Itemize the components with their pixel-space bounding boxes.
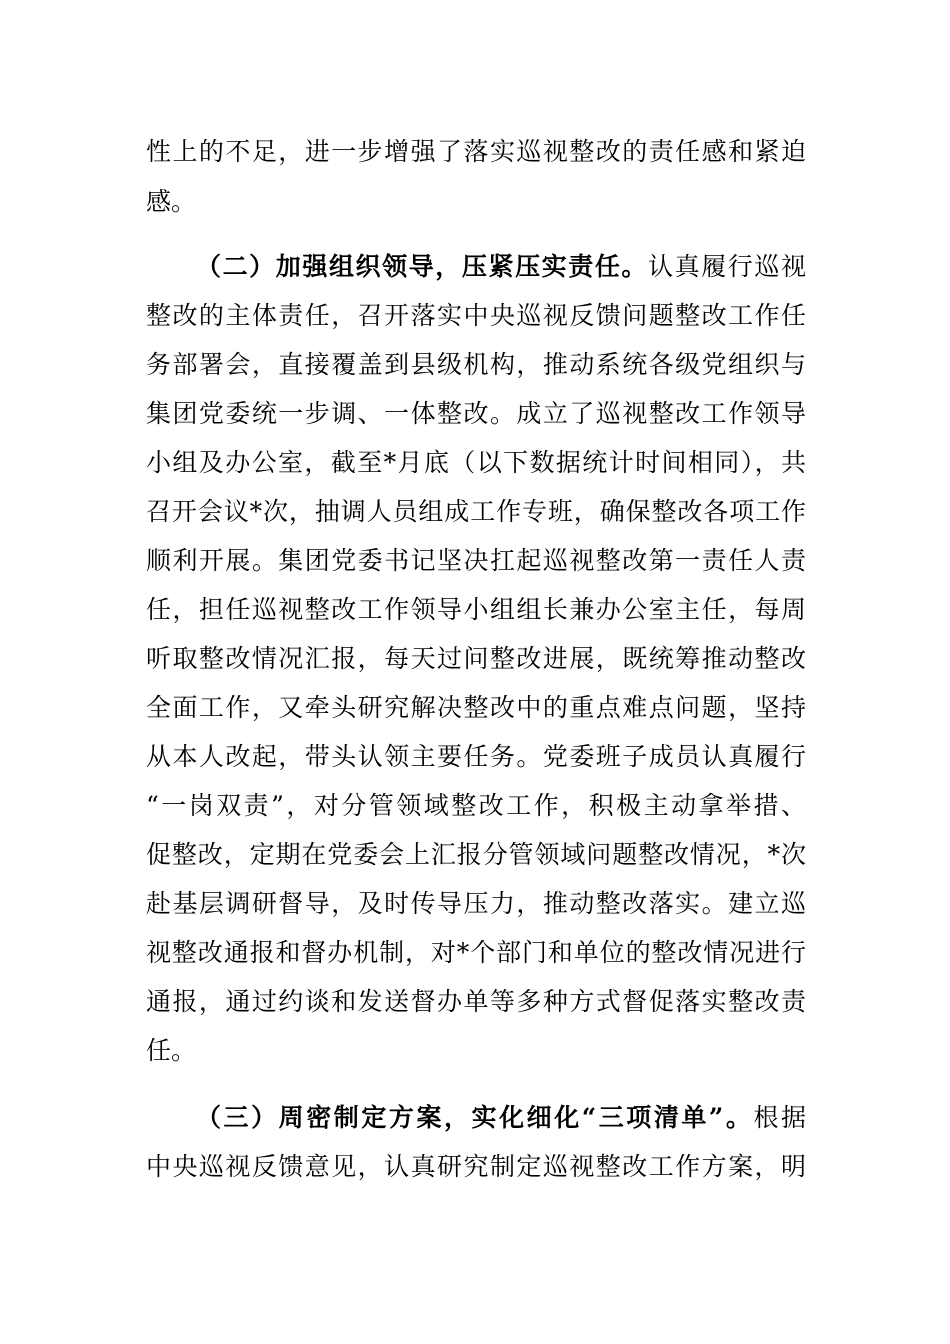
paragraph-2-line: 小组及办公室，截至*月底（以下数据统计时间相同），共: [146, 448, 806, 477]
paragraph-1-line-1: 性上的不足，进一步增强了落实巡视整改的责任感和紧迫: [146, 137, 806, 166]
paragraph-2-line: 听取整改情况汇报，每天过问整改进展，既统筹推动整改: [146, 644, 806, 673]
paragraph-3-line: 中央巡视反馈意见，认真研究制定巡视整改工作方案，明: [146, 1152, 806, 1181]
section-heading-2: （二）加强组织领导，压紧压实责任。: [196, 252, 649, 281]
paragraph-3-first-line-rest: 根据: [753, 1103, 806, 1132]
paragraph-2-first-line-rest: 认真履行巡视: [648, 252, 806, 281]
paragraph-2-line: 赴基层调研督导，及时传导压力，推动整改落实。建立巡: [146, 889, 806, 918]
paragraph-2-line: 召开会议*次，抽调人员组成工作专班，确保整改各项工作: [146, 497, 806, 526]
paragraph-2-line: 从本人改起，带头认领主要任务。党委班子成员认真履行: [146, 742, 806, 771]
paragraph-2-line: 任。: [146, 1036, 197, 1065]
paragraph-2-line: 任，担任巡视整改工作领导小组组长兼办公室主任，每周: [146, 595, 806, 624]
paragraph-2-first-line: [196, 247, 806, 287]
paragraph-2-line: 务部署会，直接覆盖到县级机构，推动系统各级党组织与: [146, 350, 806, 379]
paragraph-2-line: 全面工作，又牵头研究解决整改中的重点难点问题，坚持: [146, 693, 806, 722]
paragraph-3-first-line: [196, 1098, 806, 1138]
paragraph-2-line: 顺利开展。集团党委书记坚决扛起巡视整改第一责任人责: [146, 546, 806, 575]
paragraph-2-line: “一岗双责”，对分管领域整改工作，积极主动拿举措、: [146, 791, 806, 820]
paragraph-2-line: 整改的主体责任，召开落实中央巡视反馈问题整改工作任: [146, 301, 806, 330]
paragraph-2-line: 视整改通报和督办机制，对*个部门和单位的整改情况进行: [146, 938, 806, 967]
paragraph-2-line: 集团党委统一步调、一体整改。成立了巡视整改工作领导: [146, 399, 806, 428]
paragraph-2-line: 促整改，定期在党委会上汇报分管领域问题整改情况，*次: [146, 840, 806, 869]
paragraph-2-line: 通报，通过约谈和发送督办单等多种方式督促落实整改责: [146, 987, 806, 1016]
paragraph-1-line-2: 感。: [146, 187, 197, 216]
section-heading-3: （三）周密制定方案，实化细化“三项清单”。: [196, 1103, 754, 1132]
